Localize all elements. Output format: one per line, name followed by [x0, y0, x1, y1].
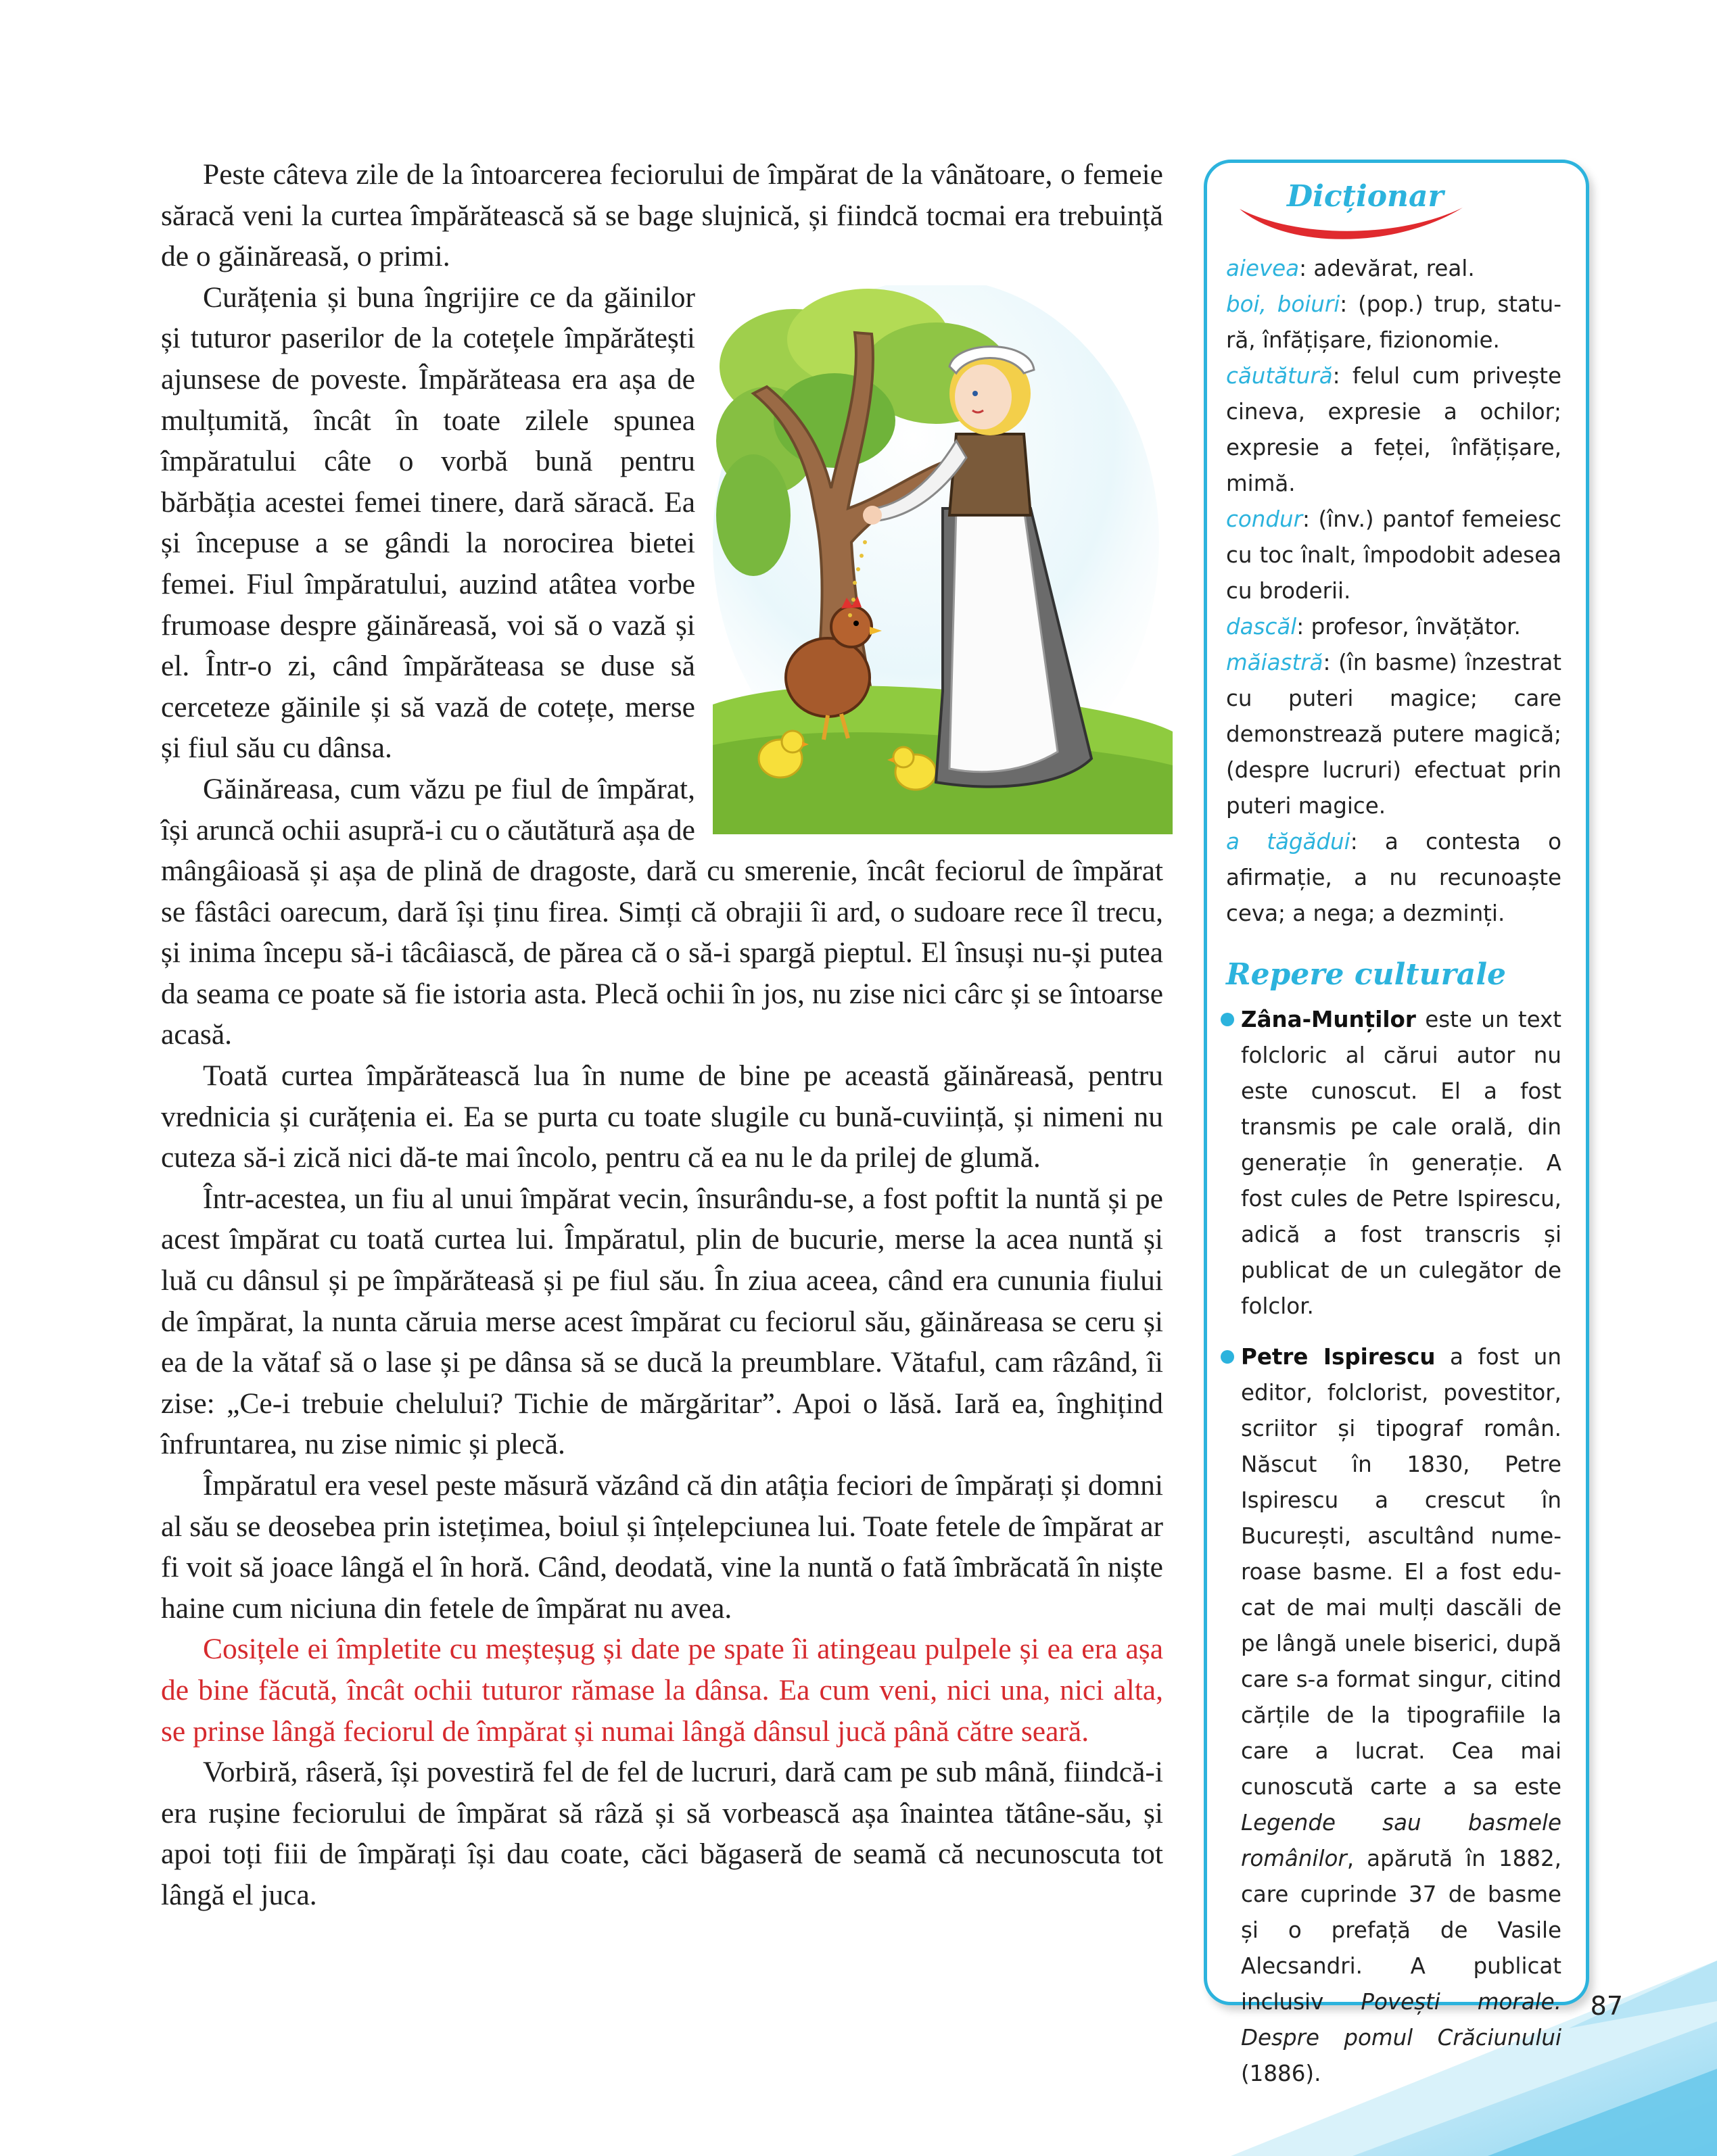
dictionary-entry-boi	[1226, 287, 1561, 358]
paragraph-8: Vorbiră, râseră, își povestiră fel de fel de lucruri, dară cam pe sub mână, fiindcă-i era rușine feciorului de împărat să râză și să vorbească așa înaintea tătâne-său, și apoi toți fiii de împărați își dau coate, căci băgaseră de seamă că necunoscuta tot lângă el juca.	[161, 1756, 1163, 1911]
cultural-item-text: , apărută în 1882, care cuprinde 37 de basme și o prefață de Vasile Alecsandri. A publicat inclusiv	[1241, 1846, 1561, 2015]
cultural-item-text: (1886).	[1241, 2061, 1321, 2086]
dictionary-term: căutătură	[1226, 363, 1333, 389]
cultural-item-petre-ispirescu	[1226, 1339, 1561, 2092]
book-title-povesti-morale: Povești morale. Despre pomul Crăciunului	[1241, 1989, 1561, 2051]
dictionary-term: condur	[1226, 506, 1302, 532]
paragraph-4: Toată curtea împărătească lua în nume de bine pe această găinăreasă, pentru vrednicia și curățenia ei. Ea se purta cu toate slugile cu bună-cuviință, și nimeni nu cuteza să-i zică nici dă-te mai încolo, pentru că ea nu le da prilej de glumă.	[161, 1059, 1163, 1174]
paragraph-6: Împăratul era vesel peste măsură văzând că din atâția feciori de împărați și domni al său se deosebea prin istețimea, boiul și înțelepciunea lui. Toate fetele de împărat ar fi voit să joace lângă el în horă. Când, deodată, vine la nuntă o fată îmbrăcată în niște haine cum niciuna din fetele de împărat nu avea.	[161, 1469, 1163, 1625]
dictionary-term: dascăl	[1226, 614, 1297, 640]
paragraph-7-highlighted: Cosițele ei împletite cu meșteșug și date pe spate îi atingeau pulpele și ea era așa de bine făcută, încât ochii tuturor rămase la dânsa. Ea cum veni, nici una, nici alta, se prinse lângă feciorul de împărat și numai lângă dânsul jucă până către seară.	[161, 1633, 1163, 1748]
dictionary-definition: : felul cum privește cineva, expresie a ochilor; expresie a feței, înfățișare, mimă.	[1226, 363, 1561, 496]
dictionary-entry-cautatura	[1226, 358, 1561, 502]
cultural-item-bold: Zâna-Munților	[1241, 1007, 1416, 1032]
red-swoosh-icon	[1240, 202, 1469, 249]
dictionary-definition: : (înv.) pantof femeiesc cu toc înalt, împodobit adesea cu broderii.	[1226, 506, 1561, 604]
cultural-references-title: Repere culturale	[1226, 957, 1507, 992]
dictionary-definition: : adevărat, real.	[1299, 256, 1475, 281]
paragraph-2: Curățenia și buna îngrijire ce da găinilor și tuturor paserilor de la cotețele împărătești ajunsese de poveste. Împărăteasa era așa de mulțumită, încât în toate zilele spunea împăratului câte o vorbă bună pentru bărbăția acestei femei tinere, dară săracă. Ea și începuse a se gândi la norocirea bietei femei. Fiul împăratului, auzind atâtea vorbe frumoase despre găinăreasă, voi să o vază și el. Într-o zi, când împărăteasa se duse să cerceteze găinile și să vază de cotețe, merse și fiul său cu dânsa.	[161, 281, 695, 765]
paragraph-1: Peste câteva zile de la întoarcerea feciorului de împărat de la vânătoare, o femeie săracă veni la curtea împărătească să se bage slujnică, și fiindcă tocmai era trebuință de o găinăreasă, o primi.	[161, 158, 1163, 273]
main-text	[161, 154, 1163, 1916]
cultural-item-text: a fost un editor, folclorist, povestitor, scriitor și tipograf român. Născut în 1830, Petre Ispirescu a crescut în București, ascultând numeroase basme. El a fost educat de mai mulți dascăli de pe lângă unele biserici, după care s-a format singur, citind cărțile de la tipografiile la care a lucrat. Cea mai cunoscută carte a sa este	[1241, 1344, 1561, 1800]
dictionary-entry-a-tagadui	[1226, 824, 1561, 932]
paragraph-5: Într-acestea, un fiu al unui împărat vecin, însurându-se, a fost poftit la nuntă și pe acest împărat cu toată curtea lui. Împăratul, plin de bucurie, merse la acea nuntă și luă cu dânsul și pe împărăteasă și pe fiul său. În ziua aceea, când era cununia fiului de împărat, la nunta căruia merse acest împărat cu feciorul său, găinăreasa se ceru și ea de la vătaf să o lase și pe dânsa să se ducă la preumblare. Vătaful, cam râzând, îi zise: „Ce-i trebuie chelului? Tichie de mărgăritar”. Apoi o lăsă. Iară ea, înghițind înfruntarea, nu zise nimic și plecă.	[161, 1182, 1163, 1461]
dictionary-title-text: Dicționar	[1287, 179, 1444, 214]
dictionary-entry-aievea	[1226, 251, 1561, 287]
dictionary-term: boi, boiuri	[1226, 291, 1340, 317]
sidebar-box	[1204, 160, 1589, 2086]
page-number: 87	[1590, 1991, 1623, 2021]
dictionary-entry-condur	[1226, 502, 1561, 609]
story-illustration	[713, 285, 1173, 834]
dictionary-term: a tăgădui	[1226, 829, 1350, 855]
cultural-item-text: este un text folcloric al cărui autor nu este cunoscut. El a fost transmis pe cale orală, din generație în generație. A fost cules de Petre Ispirescu, adică a fost transcris și publicat de un culegător de folclor.	[1241, 1007, 1561, 1319]
dictionary-title	[1287, 176, 1561, 251]
dictionary-entries	[1226, 251, 1561, 932]
dictionary-term: măiastră	[1226, 650, 1323, 675]
cultural-item-zana-muntilor	[1226, 1002, 1561, 1324]
dictionary-entry-dascal	[1226, 609, 1561, 645]
dictionary-definition: : (pop.) trup, statură, înfățișare, fizionomie.	[1226, 291, 1561, 353]
book-title-legende: Legende sau basmele românilor	[1241, 1810, 1561, 1871]
dictionary-definition: : a contesta o afirmație, a nu recunoaște ceva; a nega; a dezminți.	[1226, 829, 1562, 926]
dictionary-definition: : profesor, învățător.	[1296, 614, 1521, 640]
dictionary-definition: : (în basme) înzestrat cu puteri magice; care demonstrează putere magică; (despre lucruri) efectuat prin puteri magice.	[1226, 650, 1561, 819]
bullet-icon	[1221, 1350, 1234, 1364]
dictionary-term: aievea	[1226, 256, 1300, 281]
paragraph-3: Găinăreasa, cum văzu pe fiul de împărat, își aruncă ochii asupră-i cu o căutătură așa de mângâioasă și așa de plină de dragoste, dară cu smerenie, încât feciorul de împărat se fâstâci oarecum, dară își ținu firea. Simți că obrajii îi ard, o sudoare rece îl trecu, și inima începu să-i tâcâiască, de părea că o să-i spargă pieptul. El însuși nu-și putea da seama ce poate să fie istoria asta. Plecă ochii în jos, nu zise nici cârc și se întoarse acasă.	[161, 772, 1163, 1051]
cultural-item-bold: Petre Ispirescu	[1241, 1344, 1436, 1370]
bullet-icon	[1221, 1013, 1234, 1026]
dictionary-entry-maiastra	[1226, 645, 1561, 824]
